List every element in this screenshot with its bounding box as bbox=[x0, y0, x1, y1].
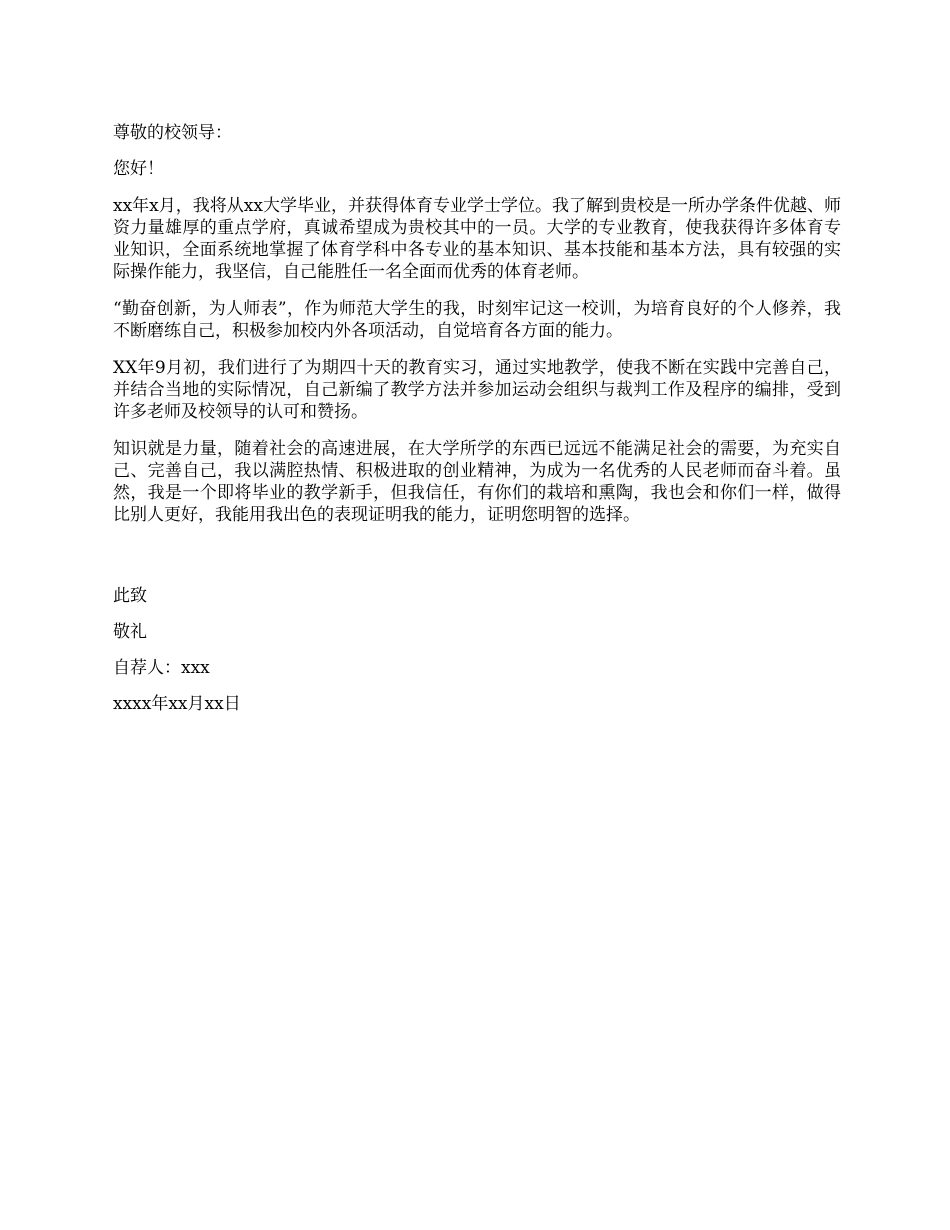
paragraph-2: “勤奋创新，为人师表”，作为师范大学生的我，时刻牢记这一校训，为培育良好的个人修养，我不断磨练自己，积极参加校内外各项活动，自觉培育各方面的能力。 bbox=[113, 299, 841, 341]
letter-page bbox=[113, 122, 841, 729]
closing: 此致 bbox=[113, 586, 147, 606]
closing-spacer bbox=[113, 541, 841, 585]
paragraph-1: xx年x月，我将从xx大学毕业，并获得体育专业学士学位。我了解到贵校是一所办学条件优越、师资力量雄厚的重点学府，真诚希望成为贵校其中的一员。大学的专业教育，使我获得许多体育专业知识，全面系统地掌握了体育学科中各专业的基本知识、基本技能和基本方法，具有较强的实际操作能力，我坚信，自己能胜任一名全面而优秀的体育老师。 bbox=[113, 196, 841, 282]
paragraph-3: XX年9月初，我们进行了为期四十天的教育实习，通过实地教学，使我不断在实践中完善自己，并结合当地的实际情况，自己新编了教学方法并参加运动会组织与裁判工作及程序的编排，受到许多老师及校领导的认可和赞扬。 bbox=[113, 358, 841, 422]
signature: 自荐人：xxx bbox=[113, 658, 210, 678]
greeting: 您好！ bbox=[113, 159, 164, 179]
date: xxxx年xx月xx日 bbox=[113, 694, 241, 714]
regards: 敬礼 bbox=[113, 622, 147, 642]
salutation: 尊敬的校领导： bbox=[113, 123, 232, 143]
paragraph-4: 知识就是力量，随着社会的高速进展，在大学所学的东西已远远不能满足社会的需要，为充实自己、完善自己，我以满腔热情、积极进取的创业精神，为成为一名优秀的人民老师而奋斗着。虽然，我是一个即将毕业的教学新手，但我信任，有你们的栽培和熏陶，我也会和你们一样，做得比别人更好，我能用我出色的表现证明我的能力，证明您明智的选择。 bbox=[113, 439, 841, 525]
